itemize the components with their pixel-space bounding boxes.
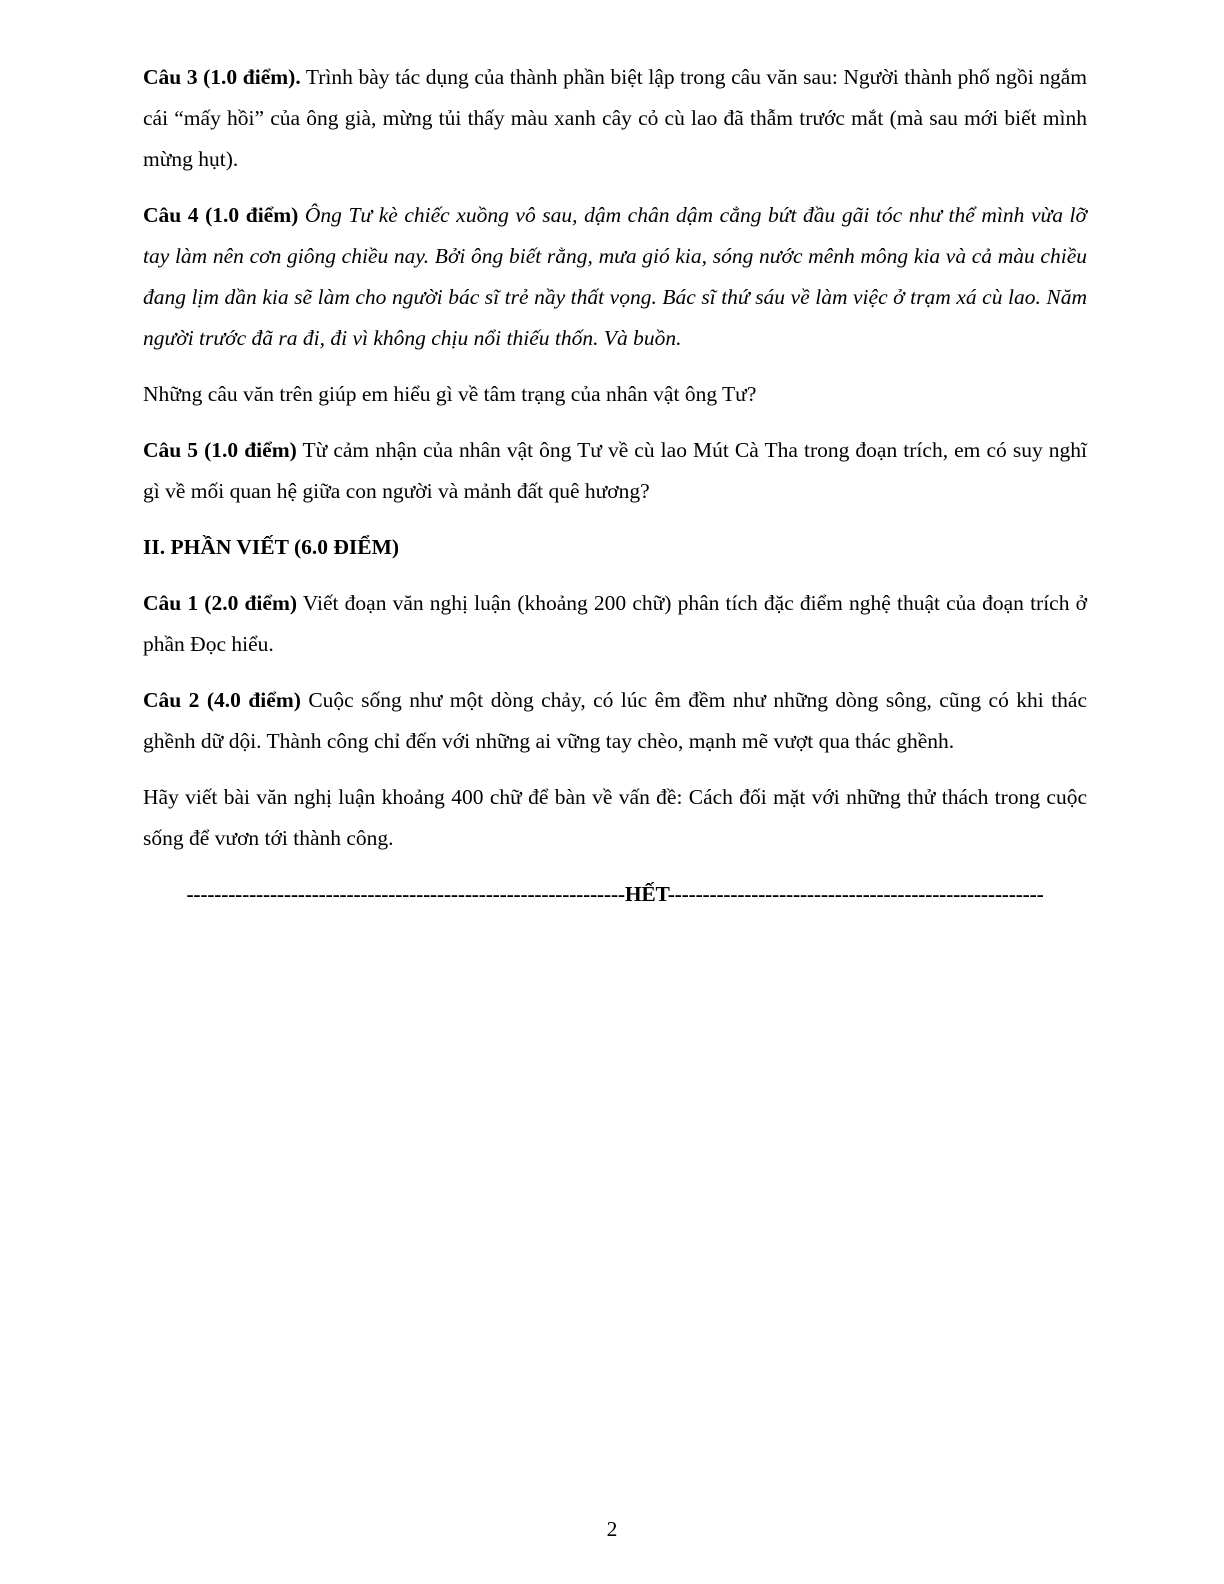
writing-section-heading: II. PHẦN VIẾT (6.0 ĐIỂM) (143, 535, 400, 559)
writing-question-2-text: Cuộc sống như một dòng chảy, có lúc êm đềm như những dòng sông, cũng có khi thác ghềnh dữ dội. Thành công chỉ đến với những ai vững tay chèo, mạnh mẽ vượt qua thác ghềnh. (143, 688, 1088, 753)
writing-question-1-label: Câu 1 (2.0 điểm) (143, 591, 298, 615)
writing-question-2 (143, 680, 1087, 762)
writing-question-1 (143, 583, 1087, 665)
exam-page-content (143, 57, 1087, 915)
question-4-label: Câu 4 (1.0 điểm) (143, 203, 299, 227)
end-marker: ---------------------------------------------------------------HẾT------------------------------------------------------ (186, 882, 1044, 906)
question-4-prompt: Những câu văn trên giúp em hiểu gì về tâm trạng của nhân vật ông Tư? (143, 382, 757, 406)
writing-question-2-prompt: Hãy viết bài văn nghị luận khoảng 400 chữ để bàn về vấn đề: Cách đối mặt với những thử thách trong cuộc sống để vươn tới thành công. (143, 785, 1087, 850)
question-5-label: Câu 5 (1.0 điểm) (143, 438, 297, 462)
question-5-text: Từ cảm nhận của nhân vật ông Tư về cù lao Mút Cà Tha trong đoạn trích, em có suy nghĩ gì về mối quan hệ giữa con người và mảnh đất quê hương? (143, 438, 1087, 503)
writing-question-2-label: Câu 2 (4.0 điểm) (143, 688, 301, 712)
question-3-text: Trình bày tác dụng của thành phần biệt lập trong câu văn sau: Người thành phố ngồi ngắm cái “mấy hồi” của ông già, mừng tủi thấy màu xanh cây cỏ cù lao đã thẫm trước mắt (mà sau mới biết mình mừng hụt). (143, 65, 1088, 171)
question-3-label: Câu 3 (1.0 điểm). (143, 65, 301, 89)
page-number: 2 (606, 1517, 618, 1541)
question-3 (143, 57, 1087, 180)
question-4-quote: Ông Tư kè chiếc xuồng vô sau, dậm chân dậm cẳng bứt đầu gãi tóc như thể mình vừa lỡ tay làm nên cơn giông chiều nay. Bởi ông biết rằng, mưa gió kia, sóng nước mênh mông kia và cả màu chiều đang lịm dần kia sẽ làm cho người bác sĩ trẻ nầy thất vọng. Bác sĩ thứ sáu về làm việc ở trạm xá cù lao. Năm người trước đã ra đi, đi vì không chịu nổi thiếu thốn. Và buồn. (143, 203, 1087, 350)
question-4 (143, 195, 1087, 359)
question-5 (143, 430, 1087, 512)
writing-question-1-text: Viết đoạn văn nghị luận (khoảng 200 chữ) phân tích đặc điểm nghệ thuật của đoạn trích ở phần Đọc hiểu. (143, 591, 1087, 656)
